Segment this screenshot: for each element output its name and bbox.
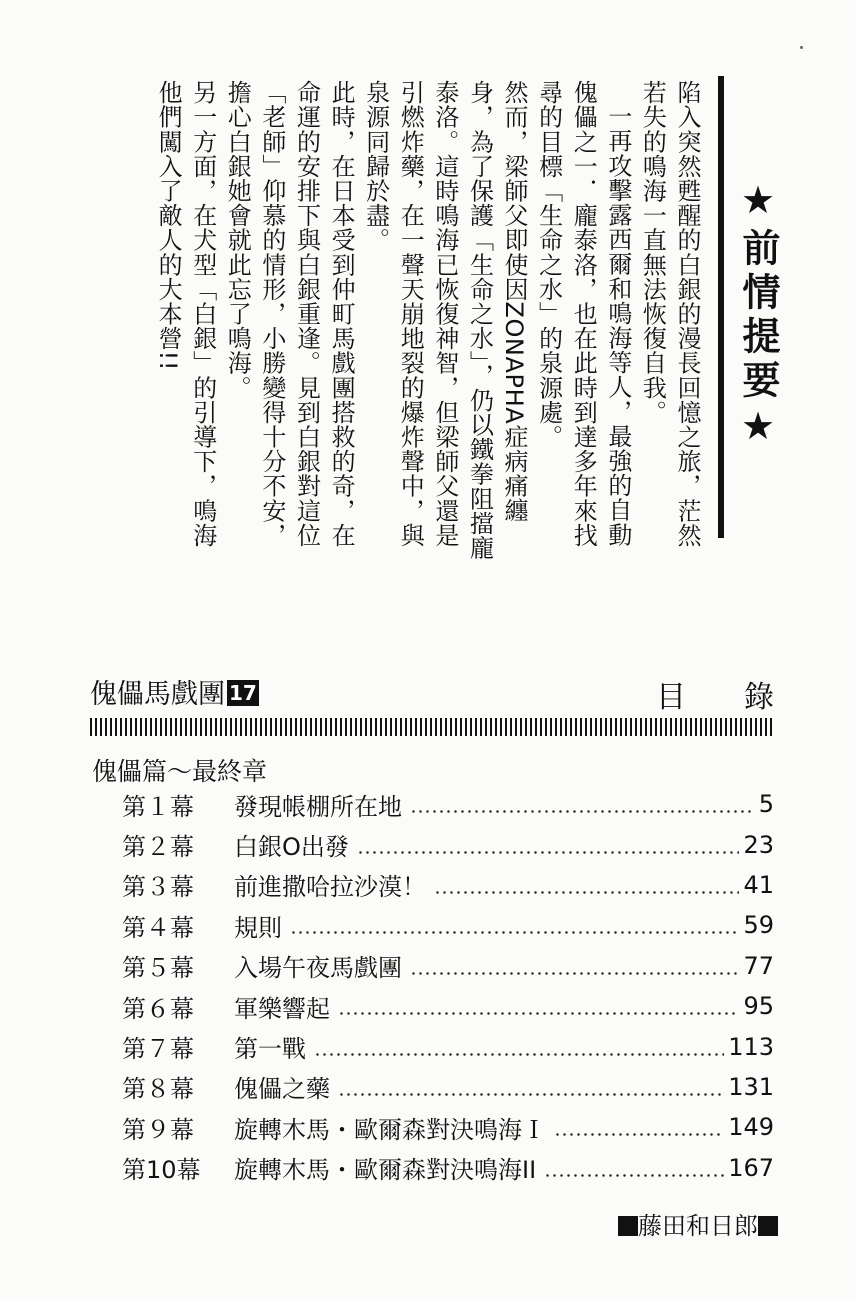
chapter-row[interactable]	[122, 905, 774, 945]
synopsis-paragraph: 另一方面，在犬型「白銀」的引導下，鳴海他們闖入了敵人的大本營!!	[154, 80, 217, 548]
dot-leader	[357, 835, 740, 855]
chapter-page: 5	[758, 790, 774, 819]
dot-leader	[314, 1037, 724, 1057]
chapter-title: 傀儡之藥	[234, 1075, 330, 1104]
chapter-list	[122, 784, 774, 1188]
chapter-title: 旋轉木馬・歐爾森對決鳴海Ｉ	[234, 1115, 546, 1144]
volume-badge: 17	[229, 681, 257, 705]
chapter-page: 149	[728, 1113, 774, 1142]
dot-leader	[338, 1077, 724, 1097]
synopsis-body	[151, 80, 705, 560]
chapter-row[interactable]	[122, 784, 774, 824]
chapter-title: 軍樂響起	[234, 994, 330, 1023]
chapter-number: 第１幕	[122, 792, 194, 821]
dot-leader	[410, 794, 755, 814]
chapter-number: 第７幕	[122, 1035, 194, 1064]
chapter-row[interactable]	[122, 1026, 774, 1066]
paper-speck	[800, 46, 803, 49]
synopsis-paragraph: 此時，在日本受到仲町馬戲團搭救的奇，在命運的安排下與白銀重逢。見到白銀對這位「老師」仰慕的情形，小勝變得十分不安，擔心白銀她會就此忘了鳴海。	[223, 80, 356, 548]
chapter-page: 131	[728, 1072, 774, 1101]
synopsis-title: ★前情提要★	[736, 178, 780, 454]
dot-leader	[410, 956, 739, 976]
chapter-row[interactable]	[122, 1067, 774, 1107]
hatched-divider	[90, 718, 774, 736]
chapter-page: 59	[743, 911, 774, 940]
chapter-number: 第８幕	[122, 1075, 194, 1104]
chapter-title: 旋轉木馬・歐爾森對決鳴海II	[234, 1156, 537, 1185]
synopsis-paragraph: 然而，梁師父即使因ZONAPHA症病痛纏身，為了保護「生命之水」，仍以鐵拳阻擋龐泰洛。這時鳴海已恢復神智，但梁師父還是引燃炸藥，在一聲天崩地裂的爆炸聲中，與泉源同歸於盡。	[361, 80, 529, 560]
chapter-page: 23	[743, 830, 774, 859]
chapter-page: 167	[728, 1153, 774, 1182]
synopsis-paragraph: 陷入突然甦醒的白銀的漫長回憶之旅，茫然若失的鳴海一直無法恢復自我。	[638, 80, 701, 548]
dot-leader	[434, 875, 739, 895]
chapter-title: 白銀O出發	[234, 833, 349, 862]
black-square-mark	[758, 1216, 778, 1236]
dot-leader	[290, 915, 739, 935]
dot-leader	[338, 996, 739, 1016]
chapter-number: 第３幕	[122, 873, 194, 902]
series-name: 傀儡馬戲團	[90, 679, 225, 710]
chapter-page: 77	[743, 951, 774, 980]
chapter-title: 前進撒哈拉沙漠！	[234, 873, 426, 902]
chapter-number: 第６幕	[122, 994, 194, 1023]
chapter-number: 第４幕	[122, 913, 194, 942]
chapter-number: 第10幕	[122, 1156, 201, 1185]
chapter-page: 113	[728, 1032, 774, 1061]
synopsis-paragraph: 一再攻擊露西爾和鳴海等人，最強的自動傀儡之一．龐泰洛，也在此時到達多年來找尋的目標「生命之水」的泉源處。	[534, 80, 632, 548]
chapter-title: 發現帳棚所在地	[234, 792, 402, 821]
author-credit	[618, 1206, 778, 1241]
synopsis-divider	[718, 76, 724, 538]
chapter-page: 95	[743, 992, 774, 1021]
chapter-row[interactable]	[122, 824, 774, 864]
series-title	[90, 672, 259, 711]
chapter-row[interactable]	[122, 865, 774, 905]
chapter-row[interactable]	[122, 1107, 774, 1147]
chapter-title: 規則	[234, 913, 282, 942]
chapter-row[interactable]	[122, 946, 774, 986]
toc-header	[90, 672, 832, 715]
dot-leader	[544, 1158, 724, 1178]
chapter-number: 第９幕	[122, 1115, 194, 1144]
chapter-title: 入場午夜馬戲團	[234, 954, 402, 983]
chapter-title: 第一戰	[234, 1035, 306, 1064]
black-square-mark	[618, 1216, 638, 1236]
toc-heading: 目錄	[656, 680, 832, 715]
author-name: 藤田和日郎	[638, 1212, 758, 1240]
chapter-page: 41	[743, 870, 774, 899]
dot-leader	[554, 1117, 724, 1137]
chapter-number: 第５幕	[122, 954, 194, 983]
chapter-row[interactable]	[122, 986, 774, 1026]
part-title: 傀儡篇～最終章	[92, 757, 268, 786]
chapter-row[interactable]	[122, 1148, 774, 1188]
chapter-number: 第２幕	[122, 833, 194, 862]
